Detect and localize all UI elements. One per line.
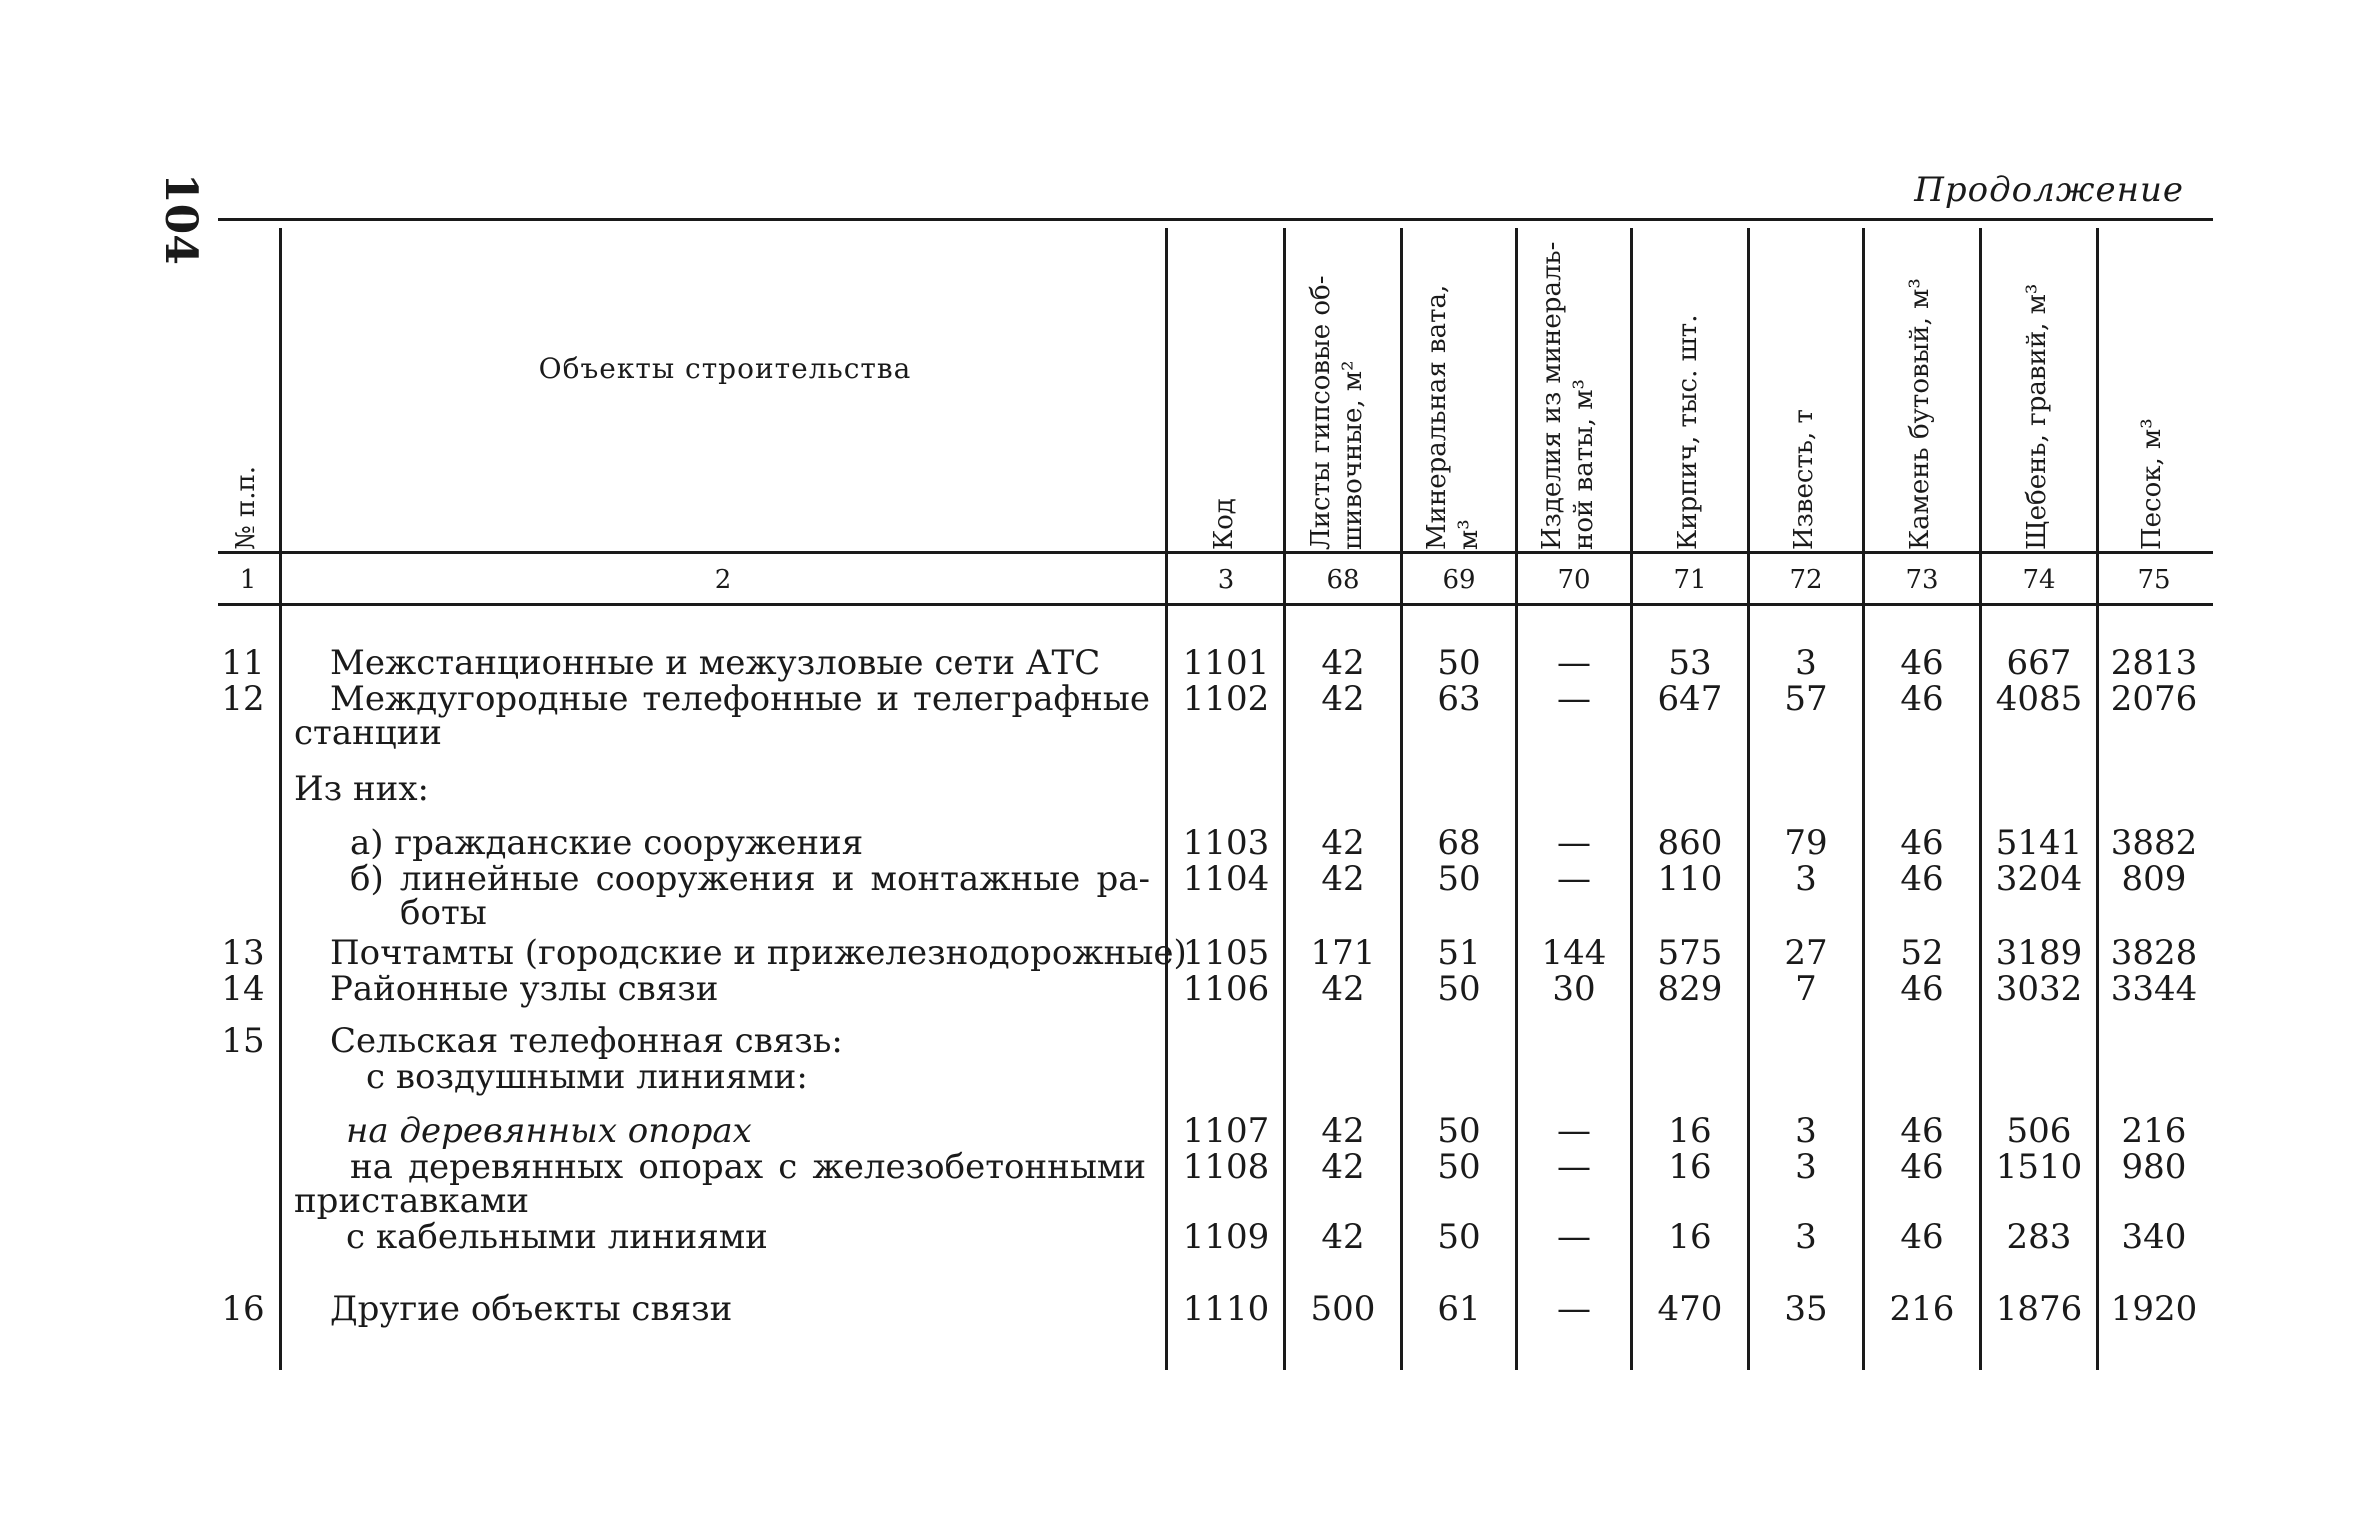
table-row-continuation xyxy=(0,893,2362,933)
value-brick: 16 xyxy=(1668,1111,1712,1151)
row-name: на деревянных опорах с железобетонными xyxy=(350,1147,1146,1187)
colnum-73: 73 xyxy=(1905,565,1939,595)
row-name-continuation: приставками xyxy=(294,1181,529,1221)
value-gravel: 3032 xyxy=(1995,969,2083,1009)
value-sand: 216 xyxy=(2121,1111,2187,1151)
colnum-3: 3 xyxy=(1217,565,1235,595)
row-name-continuation: с воздушными линиями: xyxy=(366,1057,808,1097)
row-code: 1110 xyxy=(1182,1289,1270,1329)
row-name: Районные узлы связи xyxy=(330,969,719,1009)
value-brick: 860 xyxy=(1657,823,1723,863)
header-bottom-rule-2 xyxy=(218,603,2213,606)
value-gypsum: 42 xyxy=(1321,823,1365,863)
row-number: 13 xyxy=(221,933,265,973)
value-gypsum: 42 xyxy=(1321,679,1365,719)
row-name: с кабельными линиями xyxy=(346,1217,768,1257)
header-lime xyxy=(1750,222,1862,550)
value-minwool-products: — xyxy=(1557,1217,1591,1257)
value-rubble: 46 xyxy=(1900,1217,1944,1257)
value-sand: 3828 xyxy=(2110,933,2198,973)
value-rubble: 52 xyxy=(1900,933,1944,973)
value-gravel: 3204 xyxy=(1995,859,2083,899)
value-brick: 647 xyxy=(1657,679,1723,719)
value-brick: 16 xyxy=(1668,1147,1712,1187)
value-lime: 7 xyxy=(1795,969,1817,1009)
header-minwool-l1: Минеральная вата, xyxy=(1422,284,1452,550)
row-code: 1109 xyxy=(1182,1217,1270,1257)
colnum-74: 74 xyxy=(2022,565,2056,595)
value-gravel: 1876 xyxy=(1995,1289,2083,1329)
value-sand: 2076 xyxy=(2110,679,2198,719)
value-minwool-products: — xyxy=(1557,679,1591,719)
value-gravel: 667 xyxy=(2006,643,2072,683)
row-number: 16 xyxy=(221,1289,265,1329)
header-minwool-products-l2: ной ваты, м³ xyxy=(1569,379,1599,550)
colnum-68: 68 xyxy=(1326,565,1360,595)
value-minwool-products: — xyxy=(1557,823,1591,863)
row-code: 1107 xyxy=(1182,1111,1270,1151)
row-name: Междугородные телефонные и телеграфные xyxy=(330,679,1150,719)
value-lime: 27 xyxy=(1784,933,1828,973)
value-sand: 809 xyxy=(2121,859,2187,899)
row-name: Межстанционные и межузловые сети АТС xyxy=(330,643,1101,683)
value-brick: 575 xyxy=(1657,933,1723,973)
section-label: Из них: xyxy=(294,769,429,809)
value-minwool: 63 xyxy=(1437,679,1481,719)
colnum-1: 1 xyxy=(239,565,257,595)
value-minwool: 50 xyxy=(1437,859,1481,899)
row-code: 1102 xyxy=(1182,679,1270,719)
value-brick: 16 xyxy=(1668,1217,1712,1257)
header-minwool xyxy=(1403,222,1515,550)
value-sand: 980 xyxy=(2121,1147,2187,1187)
row-code: 1106 xyxy=(1182,969,1270,1009)
value-lime: 3 xyxy=(1795,1111,1817,1151)
colnum-70: 70 xyxy=(1557,565,1591,595)
value-gravel: 5141 xyxy=(1995,823,2083,863)
value-lime: 3 xyxy=(1795,1147,1817,1187)
colnum-71: 71 xyxy=(1673,565,1707,595)
value-lime: 57 xyxy=(1784,679,1828,719)
header-gypsum-l1: Листы гипсовые об- xyxy=(1306,275,1336,550)
row-name-continuation: боты xyxy=(400,893,487,933)
header-minwool-products-l1: Изделия из минераль- xyxy=(1537,241,1567,550)
value-minwool: 50 xyxy=(1437,1217,1481,1257)
value-lime: 3 xyxy=(1795,643,1817,683)
table-row xyxy=(0,969,2362,1009)
header-rubble-text: Камень бутовый, м³ xyxy=(1905,278,1935,550)
header-num-text: № п.п. xyxy=(231,465,261,550)
table-row xyxy=(0,1111,2362,1151)
value-minwool-products: 144 xyxy=(1541,933,1607,973)
value-minwool-products: — xyxy=(1557,1289,1591,1329)
row-number: 15 xyxy=(221,1021,265,1061)
table-row xyxy=(0,933,2362,973)
value-minwool: 50 xyxy=(1437,1147,1481,1187)
row-number: 12 xyxy=(221,679,265,719)
value-sand: 3344 xyxy=(2110,969,2198,1009)
value-gravel: 283 xyxy=(2006,1217,2072,1257)
value-brick: 110 xyxy=(1657,859,1723,899)
header-gypsum-l2: шивочные, м² xyxy=(1338,360,1368,550)
value-minwool-products: — xyxy=(1557,1111,1591,1151)
table-row xyxy=(0,1021,2362,1061)
header-rubble xyxy=(1865,222,1979,550)
value-minwool-products: — xyxy=(1557,1147,1591,1187)
header-gypsum xyxy=(1286,222,1400,550)
value-gypsum: 42 xyxy=(1321,969,1365,1009)
page-number: 104 xyxy=(155,173,206,265)
value-sand: 3882 xyxy=(2110,823,2198,863)
row-code: 1105 xyxy=(1182,933,1270,973)
header-objects: Объекты строительства xyxy=(538,352,912,385)
value-gravel: 506 xyxy=(2006,1111,2072,1151)
table-row xyxy=(0,1289,2362,1329)
value-rubble: 46 xyxy=(1900,643,1944,683)
value-minwool: 50 xyxy=(1437,969,1481,1009)
value-lime: 3 xyxy=(1795,1217,1817,1257)
value-rubble: 216 xyxy=(1889,1289,1955,1329)
row-name: Почтамты (городские и прижелезнодорожные) xyxy=(330,933,1187,973)
row-code: 1104 xyxy=(1182,859,1270,899)
row-name: а) гражданские сооружения xyxy=(350,823,864,863)
value-gravel: 3189 xyxy=(1995,933,2083,973)
row-number: 14 xyxy=(221,969,265,1009)
value-gravel: 4085 xyxy=(1995,679,2083,719)
value-gypsum: 42 xyxy=(1321,1147,1365,1187)
row-name: Другие объекты связи xyxy=(330,1289,733,1329)
colnum-72: 72 xyxy=(1789,565,1823,595)
header-gravel-text: Щебень, гравий, м³ xyxy=(2022,283,2052,550)
value-minwool: 50 xyxy=(1437,643,1481,683)
header-brick-text: Кирпич, тыс. шт. xyxy=(1673,314,1703,550)
value-minwool: 61 xyxy=(1437,1289,1481,1329)
value-lime: 3 xyxy=(1795,859,1817,899)
value-rubble: 46 xyxy=(1900,679,1944,719)
value-gypsum: 42 xyxy=(1321,859,1365,899)
value-rubble: 46 xyxy=(1900,1147,1944,1187)
table-row xyxy=(0,1217,2362,1257)
row-name-continuation: станции xyxy=(294,713,442,753)
value-sand: 340 xyxy=(2121,1217,2187,1257)
value-minwool-products: — xyxy=(1557,859,1591,899)
value-lime: 35 xyxy=(1784,1289,1828,1329)
value-lime: 79 xyxy=(1784,823,1828,863)
value-gravel: 1510 xyxy=(1995,1147,2083,1187)
colnum-2: 2 xyxy=(714,565,732,595)
table-row-continuation xyxy=(0,713,2362,753)
row-name: на деревянных опорах xyxy=(346,1111,752,1151)
value-rubble: 46 xyxy=(1900,1111,1944,1151)
value-brick: 53 xyxy=(1668,643,1712,683)
value-rubble: 46 xyxy=(1900,823,1944,863)
continuation-label: Продолжение xyxy=(1914,170,2184,210)
table-top-rule xyxy=(218,218,2213,221)
header-num xyxy=(218,222,278,550)
colnum-75: 75 xyxy=(2137,565,2171,595)
row-code: 1101 xyxy=(1182,643,1270,683)
value-rubble: 46 xyxy=(1900,859,1944,899)
value-minwool-products: — xyxy=(1557,643,1591,683)
value-brick: 470 xyxy=(1657,1289,1723,1329)
header-sand xyxy=(2099,222,2209,550)
row-name: Сельская телефонная связь: xyxy=(330,1021,843,1061)
value-minwool: 68 xyxy=(1437,823,1481,863)
value-sand: 2813 xyxy=(2110,643,2198,683)
table-row xyxy=(0,823,2362,863)
value-gypsum: 171 xyxy=(1310,933,1376,973)
value-minwool: 51 xyxy=(1437,933,1481,973)
value-gypsum: 42 xyxy=(1321,643,1365,683)
value-gypsum: 42 xyxy=(1321,1217,1365,1257)
header-code xyxy=(1168,222,1284,550)
value-minwool: 50 xyxy=(1437,1111,1481,1151)
table-row xyxy=(0,769,2362,809)
header-minwool-products xyxy=(1518,222,1630,550)
row-code: 1103 xyxy=(1182,823,1270,863)
value-gypsum: 500 xyxy=(1310,1289,1376,1329)
value-brick: 829 xyxy=(1657,969,1723,1009)
value-rubble: 46 xyxy=(1900,969,1944,1009)
header-gravel xyxy=(1982,222,2096,550)
row-number: 11 xyxy=(221,643,265,683)
table-row-continuation xyxy=(0,1057,2362,1097)
row-code: 1108 xyxy=(1182,1147,1270,1187)
value-minwool-products: 30 xyxy=(1552,969,1596,1009)
row-name: б) линейные сооружения и монтажные ра- xyxy=(350,859,1150,899)
value-gypsum: 42 xyxy=(1321,1111,1365,1151)
table-row xyxy=(0,643,2362,683)
header-bottom-rule-1 xyxy=(218,551,2213,554)
colnum-69: 69 xyxy=(1442,565,1476,595)
header-code-text: Код xyxy=(1209,498,1239,550)
header-sand-text: Песок, м³ xyxy=(2137,418,2167,550)
header-minwool-l2: м³ xyxy=(1454,519,1484,550)
table-row-continuation xyxy=(0,1181,2362,1221)
header-lime-text: Известь, т xyxy=(1789,409,1819,550)
value-sand: 1920 xyxy=(2110,1289,2198,1329)
header-brick xyxy=(1633,222,1747,550)
